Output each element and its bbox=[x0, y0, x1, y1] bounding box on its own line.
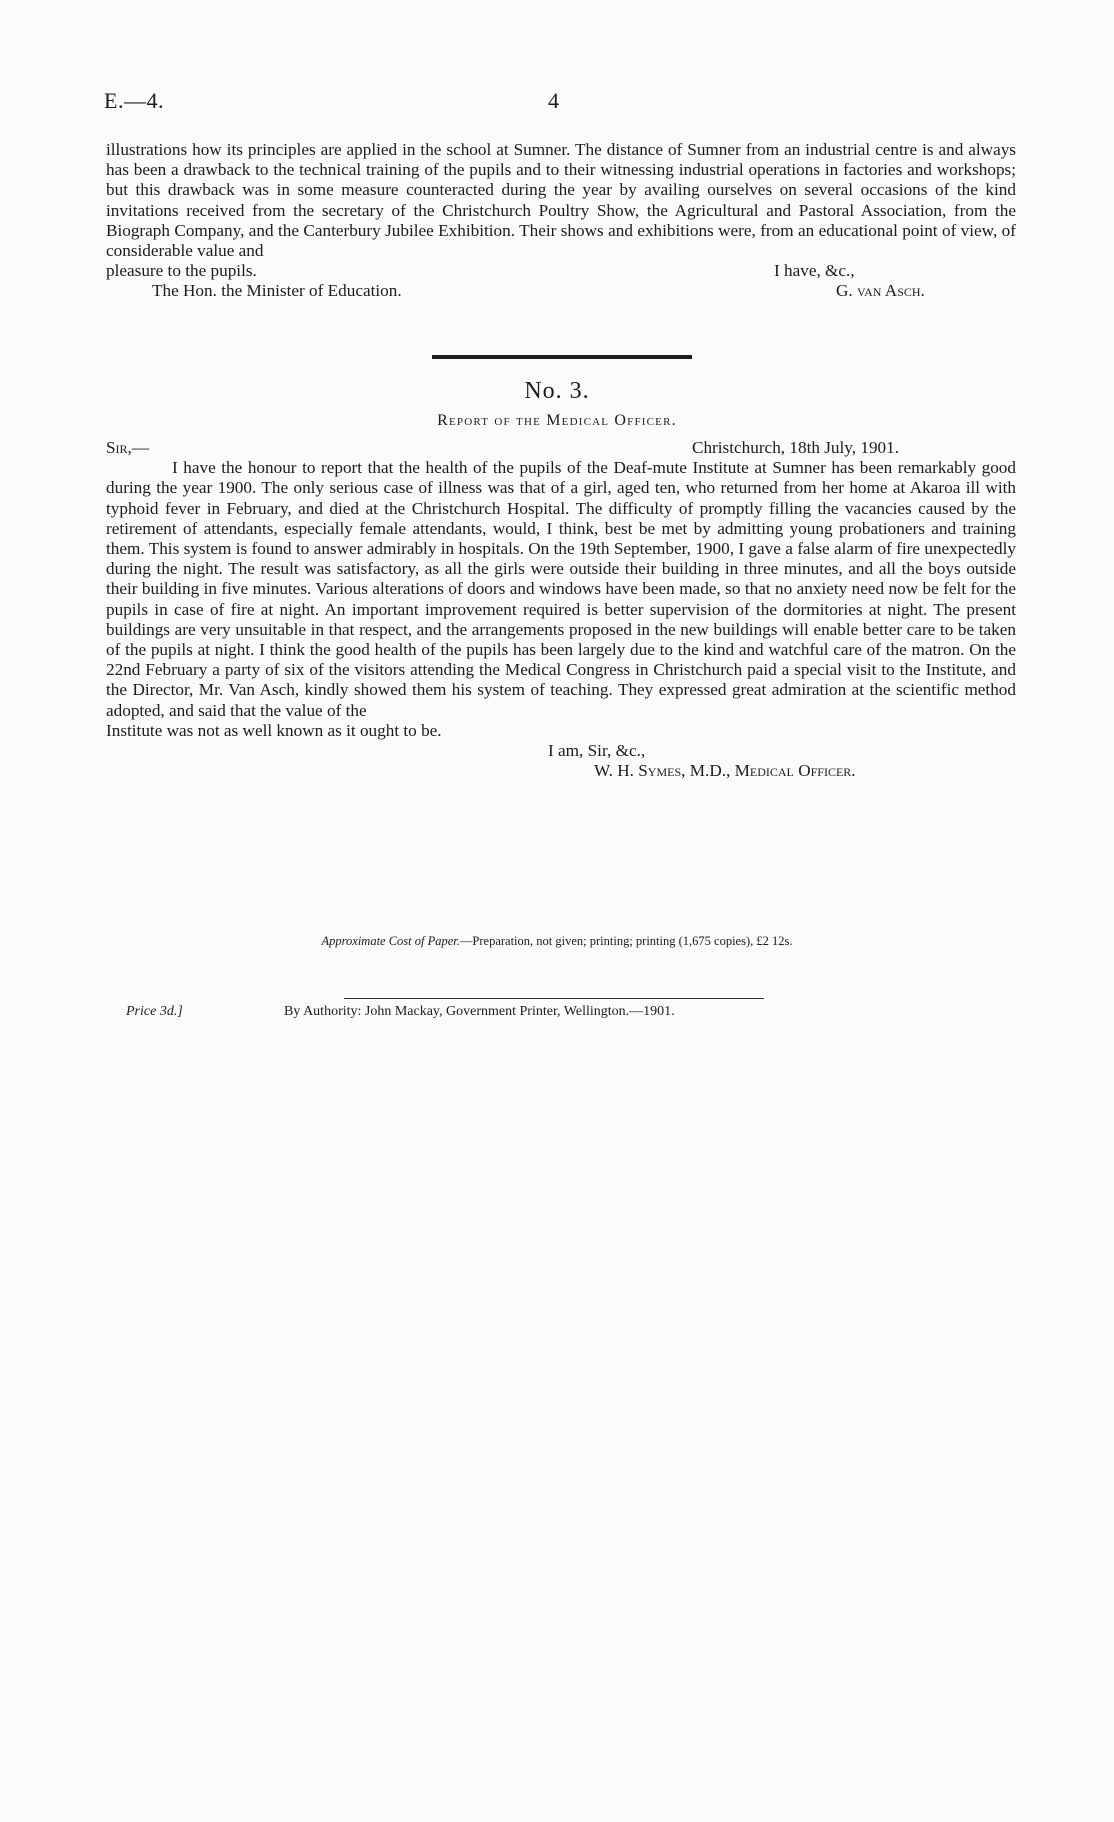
section-title: Report of the Medical Officer. bbox=[437, 412, 677, 429]
document-reference: E.—4. bbox=[104, 88, 164, 113]
cost-label: Approximate Cost of Paper. bbox=[321, 934, 460, 948]
place-date: Christchurch, 18th July, 1901. bbox=[692, 438, 900, 457]
prior-letter-addressee: The Hon. the Minister of Education. bbox=[152, 281, 402, 301]
cost-text: —Preparation, not given; printing; printing (1,675 copies), £2 12s. bbox=[459, 934, 793, 948]
medical-letter-last-line-row bbox=[106, 721, 1016, 741]
printer-imprint: By Authority: John Mackay, Government Printer, Wellington.—1901. bbox=[284, 1004, 675, 1019]
prior-letter bbox=[106, 140, 1016, 302]
salutation: Sir,— bbox=[106, 438, 150, 457]
price: Price 3d.] bbox=[126, 1004, 183, 1019]
medical-letter-body: I have the honour to report that the health of the pupils of the Deaf-mute Institute at Sumner has been remarkably good during the year 1900. The only serious case of illness was that of a girl, aged ten, who returned from her home at Akaroa ill with typhoid fever in February, and died at the Christchurch Hospital. The difficulty of promptly filling the vacancies caused by the retirement of attendants, especially female attendants, would, I think, best be met by admitting young probationers and training them. This system is found to answer admirably in hospitals. On the 19th September, 1900, I gave a false alarm of fire unexpectedly during the night. The result was satisfactory, as all the girls were outside their building in three minutes, and all the boys outside their building in five minutes. Various alterations of doors and windows have been made, so that no anxiety need now be felt for the pupils in case of fire at night. An important improvement required is better supervision of the dormitories at night. The present buildings are very unsuitable in that respect, and the arrangements proposed in the new buildings will enable better care to be taken of the pupils at night. I think the good health of the pupils has been largely due to the kind and watchful care of the matron. On the 22nd February a party of six of the visitors attending the Medical Congress in Christchurch paid a special visit to the Institute, and the Director, Mr. Van Asch, kindly showed them his system of teaching. They expressed great admiration at the scientific method adopted, and said that the value of the bbox=[106, 458, 1016, 720]
prior-letter-closing: I have, &c., bbox=[774, 261, 855, 281]
section-divider bbox=[432, 355, 692, 359]
imprint-rule bbox=[344, 998, 764, 999]
section-number: No. 3. bbox=[524, 378, 590, 404]
medical-letter-signature-row bbox=[106, 761, 1016, 781]
prior-letter-closing-row bbox=[106, 261, 1016, 281]
medical-letter-signature: W. H. Symes, M.D., Medical Officer. bbox=[594, 761, 856, 781]
medical-letter-closing: I am, Sir, &c., bbox=[548, 741, 646, 761]
page-number: 4 bbox=[548, 88, 559, 113]
cost-note bbox=[0, 934, 1114, 949]
medical-letter-body-last: Institute was not as well known as it ought to be. bbox=[106, 720, 442, 740]
prior-letter-paragraph: illustrations how its principles are applied in the school at Sumner. The distance of Sumner from an industrial centre is and always has been a drawback to the technical training of the pupils and to their witnessing industrial operations in factories and workshops; but this drawback was in some measure counteracted during the year by availing ourselves on several occasions of the kind invitations received from the secretary of the Christchurch Poultry Show, the Agricultural and Pastoral Association, from the Biograph Company, and the Canterbury Jubilee Exhibition. Their shows and exhibitions were, from an educational point of view, of considerable value and bbox=[106, 140, 1016, 261]
medical-letter-closing-row bbox=[106, 741, 1016, 761]
prior-letter-last-line: pleasure to the pupils. bbox=[106, 261, 257, 281]
prior-letter-signature-row bbox=[106, 281, 1016, 301]
medical-letter-header-row bbox=[106, 438, 1016, 458]
prior-letter-signature: G. van Asch. bbox=[836, 281, 925, 301]
medical-letter bbox=[106, 438, 1016, 781]
